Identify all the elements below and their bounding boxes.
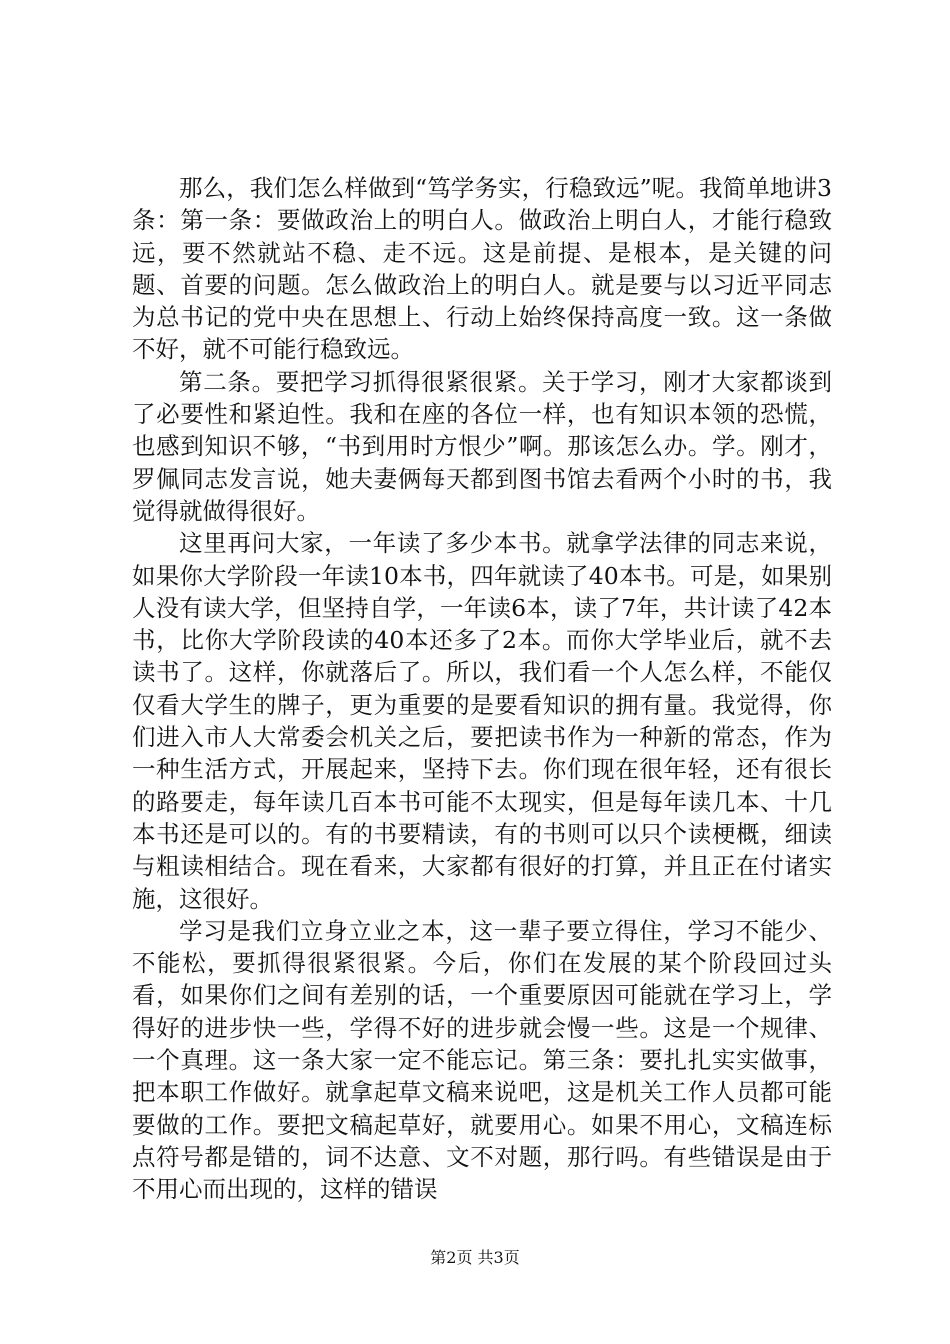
paragraph-4: 学习是我们立身立业之本，这一辈子要立得住，学习不能少、不能松，要抓得很紧很紧。今后，你们在发展的某个阶段回过头看，如果你们之间有差别的话，一个重要原因可能就在学习上，学得好的进步快一些，学得不好的进步就会慢一些。这是一个规律、一个真理。这一条大家一定不能忘记。第三条：要扎扎实实做事，把本职工作做好。就拿起草文稿来说吧，这是机关工作人员都可能要做的工作。要把文稿起草好，就要用心。如果不用心，文稿连标点符号都是错的，词不达意、文不对题，那行吗。有些错误是由于不用心而出现的，这样的错误 [132,916,832,1204]
document-body [132,172,832,1206]
page-number-label: 第2页 共3页 [430,1248,520,1267]
paragraph-1: 那么，我们怎么样做到“笃学务实，行稳致远”呢。我简单地讲3条：第一条：要做政治上的明白人。做政治上明白人，才能行稳致远，要不然就站不稳、走不远。这是前提、是根本，是关键的问题、首要的问题。怎么做政治上的明白人。就是要与以习近平同志为总书记的党中央在思想上、行动上始终保持高度一致。这一条做不好，就不可能行稳致远。 [132,174,832,364]
page-footer [0,1248,950,1268]
paragraph-3: 这里再问大家，一年读了多少本书。就拿学法律的同志来说，如果你大学阶段一年读10本书，四年就读了40本书。可是，如果别人没有读大学，但坚持自学，一年读6本，读了7年，共计读了42本书，比你大学阶段读的40本还多了2本。而你大学毕业后，就不去读书了。这样，你就落后了。所以，我们看一个人怎么样，不能仅仅看大学生的牌子，更为重要的是要看知识的拥有量。我觉得，你们进入市人大常委会机关之后，要把读书作为一种新的常态，作为一种生活方式，开展起来，坚持下去。你们现在很年轻，还有很长的路要走，每年读几百本书可能不太现实，但是每年读几本、十几本书还是可以的。有的书要精读，有的书则可以只个读梗概，细读与粗读相结合。现在看来，大家都有很好的打算，并且正在付诸实施，这很好。 [132,529,832,913]
paragraph-2: 第二条。要把学习抓得很紧很紧。关于学习，刚才大家都谈到了必要性和紧迫性。我和在座的各位一样，也有知识本领的恐慌，也感到知识不够，“书到用时方恨少”啊。那该怎么办。学。刚才，罗佩同志发言说，她夫妻俩每天都到图书馆去看两个小时的书，我觉得就做得很好。 [132,367,832,525]
